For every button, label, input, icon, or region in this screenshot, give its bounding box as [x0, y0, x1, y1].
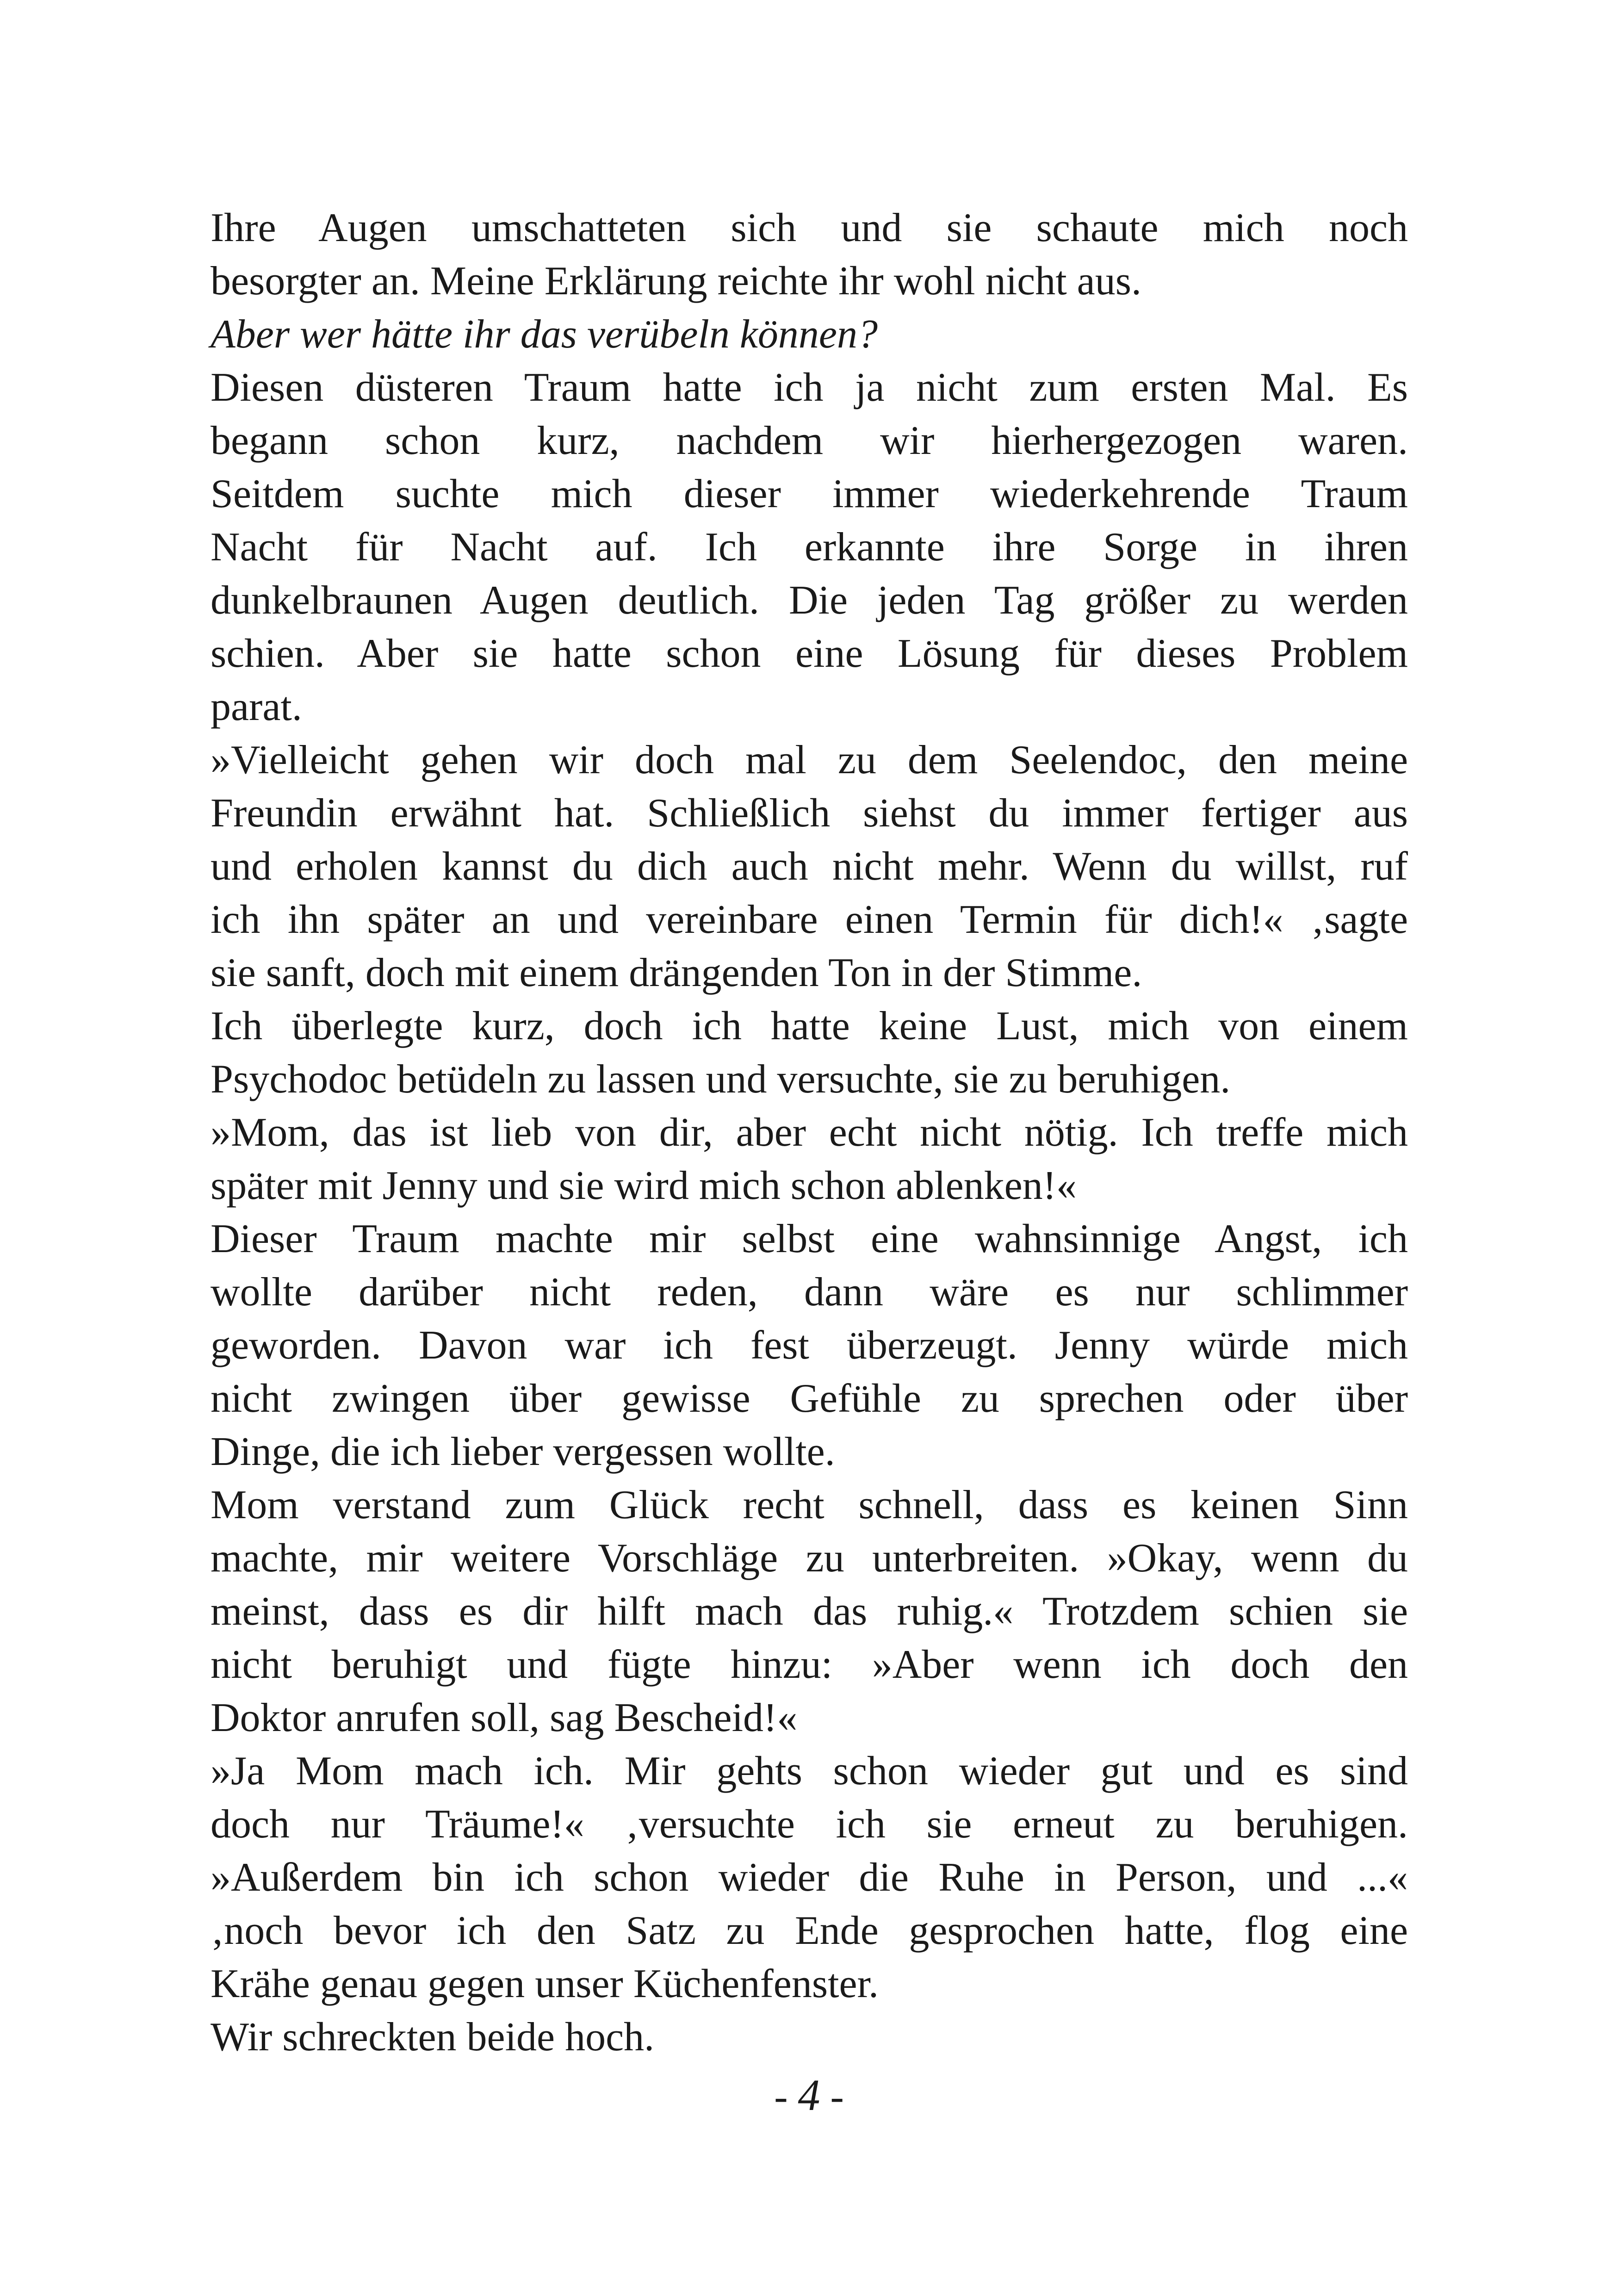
- text-line: begann schon kurz, nachdem wir hierhergezogen waren.: [211, 418, 1408, 463]
- text-line: machte, mir weitere Vorschläge zu unterbreiten. »Okay, wenn du: [211, 1536, 1408, 1581]
- text-line: dunkelbraunen Augen deutlich. Die jeden Tag größer zu werden: [211, 578, 1408, 623]
- text-line: Nacht für Nacht auf. Ich erkannte ihre Sorge in ihren: [211, 525, 1408, 570]
- text-line: Aber wer hätte ihr das verübeln können?: [211, 312, 878, 357]
- body-text: [211, 201, 1408, 2064]
- text-line: Ich überlegte kurz, doch ich hatte keine Lust, mich von einem: [211, 1004, 1408, 1049]
- text-line: Dinge, die ich lieber vergessen wollte.: [211, 1429, 835, 1474]
- text-line: Mom verstand zum Glück recht schnell, dass es keinen Sinn: [211, 1483, 1408, 1527]
- text-line: Diesen düsteren Traum hatte ich ja nicht zum ersten Mal. Es: [211, 365, 1408, 410]
- text-line: Psychodoc betüdeln zu lassen und versuchte, sie zu beruhigen.: [211, 1057, 1231, 1102]
- text-line: »Außerdem bin ich schon wieder die Ruhe in Person, und ...«: [211, 1855, 1408, 1900]
- text-line: später mit Jenny und sie wird mich schon ablenken!«: [211, 1163, 1077, 1208]
- text-line: Ihre Augen umschatteten sich und sie schaute mich noch: [211, 205, 1408, 250]
- text-line: wollte darüber nicht reden, dann wäre es nur schlimmer: [211, 1270, 1408, 1315]
- text-line: Krähe genau gegen unser Küchenfenster.: [211, 1961, 879, 2006]
- text-line: parat.: [211, 684, 302, 729]
- text-line: nicht beruhigt und fügte hinzu: »Aber wenn ich doch den: [211, 1642, 1408, 1687]
- text-line: und erholen kannst du dich auch nicht mehr. Wenn du willst, ruf: [211, 844, 1408, 889]
- text-line: Wir schreckten beide hoch.: [211, 2015, 655, 2060]
- text-line: ‚noch bevor ich den Satz zu Ende gesprochen hatte, flog eine: [211, 1908, 1408, 1953]
- text-line: besorgter an. Meine Erklärung reichte ihr wohl nicht aus.: [211, 259, 1141, 304]
- text-line: doch nur Träume!« ‚versuchte ich sie erneut zu beruhigen.: [211, 1802, 1408, 1847]
- text-line: Freundin erwähnt hat. Schließlich siehst du immer fertiger aus: [211, 791, 1408, 836]
- text-line: schien. Aber sie hatte schon eine Lösung für dieses Problem: [211, 631, 1408, 676]
- text-line: »Vielleicht gehen wir doch mal zu dem Seelendoc, den meine: [211, 738, 1408, 782]
- text-line: Seitdem suchte mich dieser immer wiederkehrende Traum: [211, 472, 1408, 516]
- text-line: nicht zwingen über gewisse Gefühle zu sprechen oder über: [211, 1376, 1408, 1421]
- text-line: Dieser Traum machte mir selbst eine wahnsinnige Angst, ich: [211, 1216, 1408, 1261]
- text-line: ich ihn später an und vereinbare einen Termin für dich!« ‚sagte: [211, 897, 1408, 942]
- page-number-value: 4: [798, 2070, 820, 2120]
- text-line: geworden. Davon war ich fest überzeugt. Jenny würde mich: [211, 1323, 1408, 1368]
- page-number-prefix: -: [774, 2074, 788, 2119]
- page-number: [0, 2068, 1618, 2123]
- text-line: meinst, dass es dir hilft mach das ruhig.« Trotzdem schien sie: [211, 1589, 1408, 1634]
- text-line: »Ja Mom mach ich. Mir gehts schon wieder gut und es sind: [211, 1749, 1408, 1793]
- text-line: Doktor anrufen soll, sag Bescheid!«: [211, 1695, 798, 1740]
- page-number-suffix: -: [830, 2074, 844, 2119]
- text-line: »Mom, das ist lieb von dir, aber echt nicht nötig. Ich treffe mich: [211, 1110, 1408, 1155]
- text-line: sie sanft, doch mit einem drängenden Ton in der Stimme.: [211, 950, 1142, 995]
